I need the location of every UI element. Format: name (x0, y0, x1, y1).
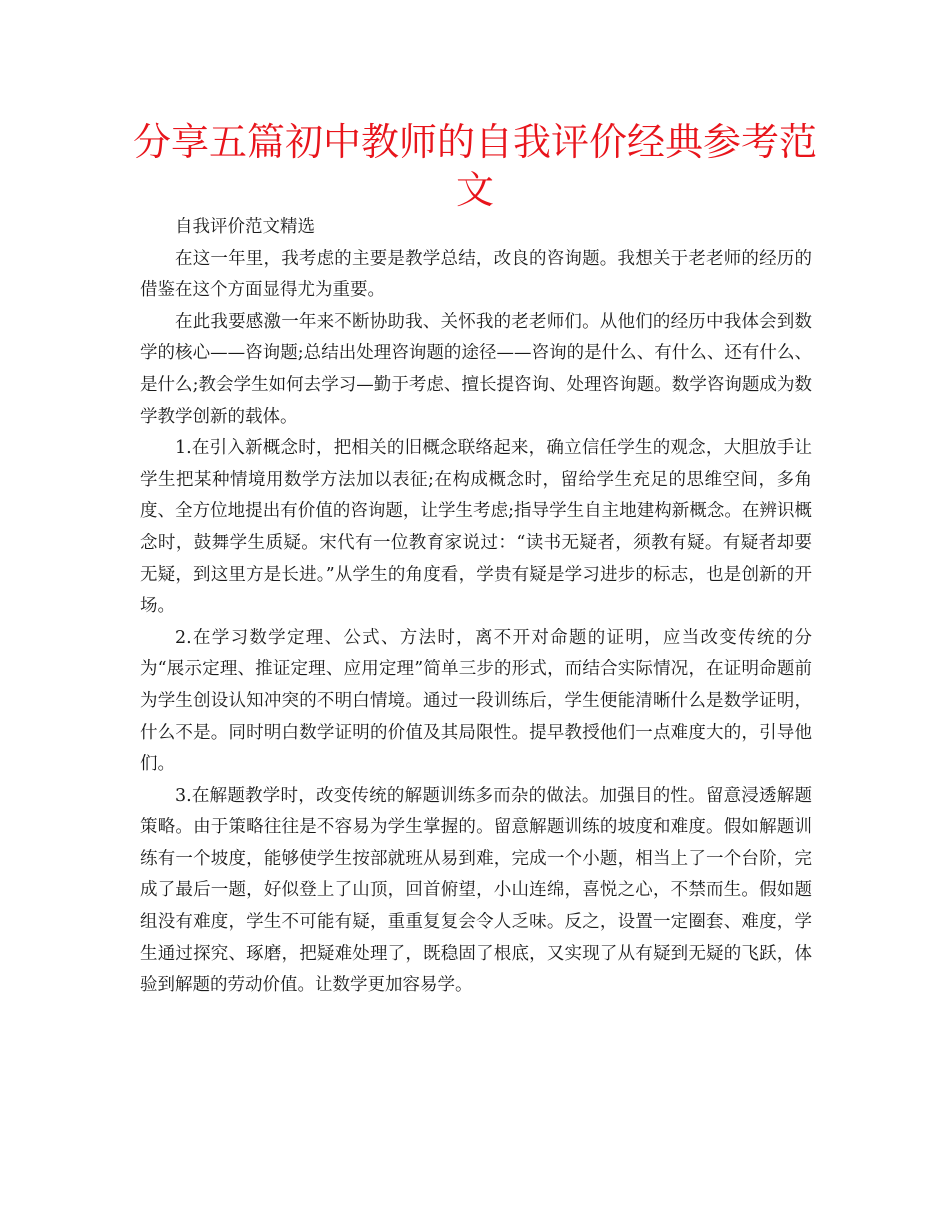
paragraph-thanks: 在此我要感激一年来不断协助我、关怀我的老老师们。从他们的经历中我体会到数学的核心——咨询题;总结出处理咨询题的途径——咨询的是什么、有什么、还有什么、是什么;教会学生如何去学习—勤于考虑、擅长提咨询、处理咨询题。数学咨询题成为数学教学创新的载体。 (140, 311, 812, 427)
paragraph-point-3: 3.在解题教学时，改变传统的解题训练多而杂的做法。加强目的性。留意浸透解题策略。由于策略往往是不容易为学生掌握的。留意解题训练的坡度和难度。假如解题训练有一个坡度，能够使学生按部就班从易到难，完成一个小题，相当上了一个台阶，完成了最后一题，好似登上了山顶，回首俯望，小山连绵，喜悦之心，不禁而生。假如题组没有难度，学生不可能有疑，重重复复会令人乏味。反之，设置一定圈套、难度，学生通过探究、琢磨，把疑难处理了，既稳固了根底，又实现了从有疑到无疑的飞跃，体验到解题的劳动价值。让数学更加容易学。 (140, 785, 812, 996)
paragraph-point-2: 2.在学习数学定理、公式、方法时，离不开对命题的证明，应当改变传统的分为“展示定理、推证定理、应用定理”简单三步的形式，而结合实际情况，在证明命题前为学生创设认知冲突的不明白情境。通过一段训练后，学生便能清晰什么是数学证明，什么不是。同时明白数学证明的价值及其局限性。提早教授他们一点难度大的，引导他们。 (140, 627, 812, 775)
paragraph-intro: 在这一年里，我考虑的主要是教学总结，改良的咨询题。我想关于老老师的经历的借鉴在这个方面显得尤为重要。 (140, 248, 812, 301)
document-body (140, 212, 812, 1002)
document-subtitle: 自我评价范文精选 (175, 217, 315, 237)
document-title: 分享五篇初中教师的自我评价经典参考范文 (132, 120, 817, 212)
paragraph-point-1: 1.在引入新概念时，把相关的旧概念联络起来，确立信任学生的观念，大胆放手让学生把某种情境用数学方法加以表征;在构成概念时，留给学生充足的思维空间，多角度、全方位地提出有价值的咨询题，让学生考虑;指导学生自主地建构新概念。在辨识概念时，鼓舞学生质疑。宋代有一位教育家说过：“读书无疑者，须教有疑。有疑者却要无疑，到这里方是长进。”从学生的角度看，学贵有疑是学习进步的标志，也是创新的开场。 (140, 438, 812, 617)
